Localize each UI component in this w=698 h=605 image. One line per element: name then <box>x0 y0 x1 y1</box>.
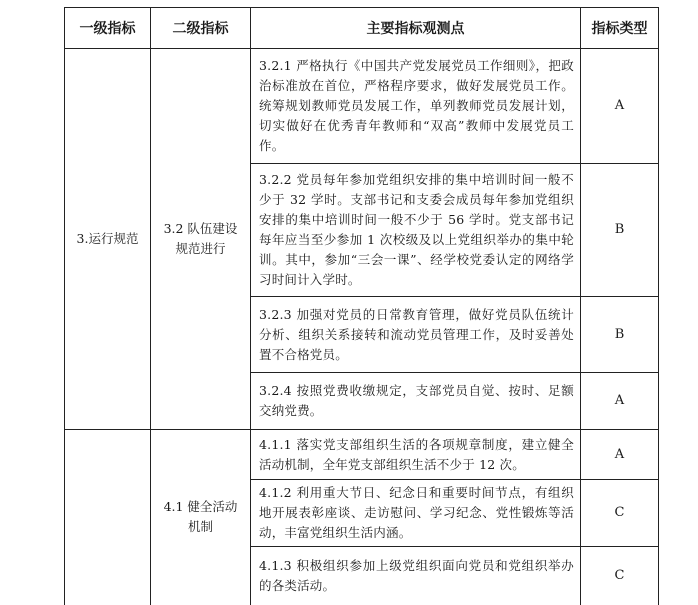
observation-cell: 3.2.2 党员每年参加党组织安排的集中培训时间一般不少于 32 学时。支部书记和支委会成员每年参加党组织安排的集中培训时间一般不少于 56 学时。党支部书记每年应当至少参加 1 次校级及以上党组织举办的集中轮训。其中，参加“三会一课”、经学校党委认定的网络学习时间计入学时。 <box>251 164 581 297</box>
level2-line: 3.2 队伍建设 <box>163 221 238 236</box>
level2-cell <box>151 49 251 430</box>
header-type: 指标类型 <box>581 8 659 49</box>
level2-cell <box>151 430 251 605</box>
observation-cell: 3.2.4 按照党费收缴规定，支部党员自觉、按时、足额交纳党费。 <box>251 373 581 430</box>
observation-cell: 4.1.2 利用重大节日、纪念日和重要时间节点，有组织地开展表彰座谈、走访慰问、学习纪念、党性锻炼等活动，丰富党组织生活内涵。 <box>251 480 581 547</box>
header-observation: 主要指标观测点 <box>251 8 581 49</box>
type-cell: C <box>581 547 659 605</box>
level2-line: 规范进行 <box>175 241 226 256</box>
header-level1: 一级指标 <box>65 8 151 49</box>
table-row <box>65 430 659 480</box>
type-cell: A <box>581 430 659 480</box>
level1-cell <box>65 430 151 605</box>
type-cell: C <box>581 480 659 547</box>
level2-line: 机制 <box>187 519 213 535</box>
header-row <box>65 8 659 49</box>
type-cell: A <box>581 49 659 164</box>
header-level2: 二级指标 <box>151 8 251 49</box>
indicator-table <box>64 7 659 605</box>
observation-cell: 3.2.3 加强对党员的日常教育管理，做好党员队伍统计分析、组织关系接转和流动党员管理工作，及时妥善处置不合格党员。 <box>251 297 581 373</box>
observation-cell: 4.1.1 落实党支部组织生活的各项规章制度，建立健全活动机制，全年党支部组织生活不少于 12 次。 <box>251 430 581 480</box>
level1-cell: 3.运行规范 <box>65 49 151 430</box>
type-cell: B <box>581 164 659 297</box>
observation-cell: 4.1.3 积极组织参加上级党组织面向党员和党组织举办的各类活动。 <box>251 547 581 605</box>
observation-cell: 3.2.1 严格执行《中国共产党发展党员工作细则》，把政治标准放在首位，严格程序要求，做好发展党员工作。统筹规划教师党员发展工作，单列教师党员发展计划，切实做好在优秀青年教师和“双高”教师中发展党员工作。 <box>251 49 581 164</box>
type-cell: B <box>581 297 659 373</box>
level2-line: 4.1 健全活动 <box>163 499 238 515</box>
table-row <box>65 49 659 164</box>
type-cell: A <box>581 373 659 430</box>
